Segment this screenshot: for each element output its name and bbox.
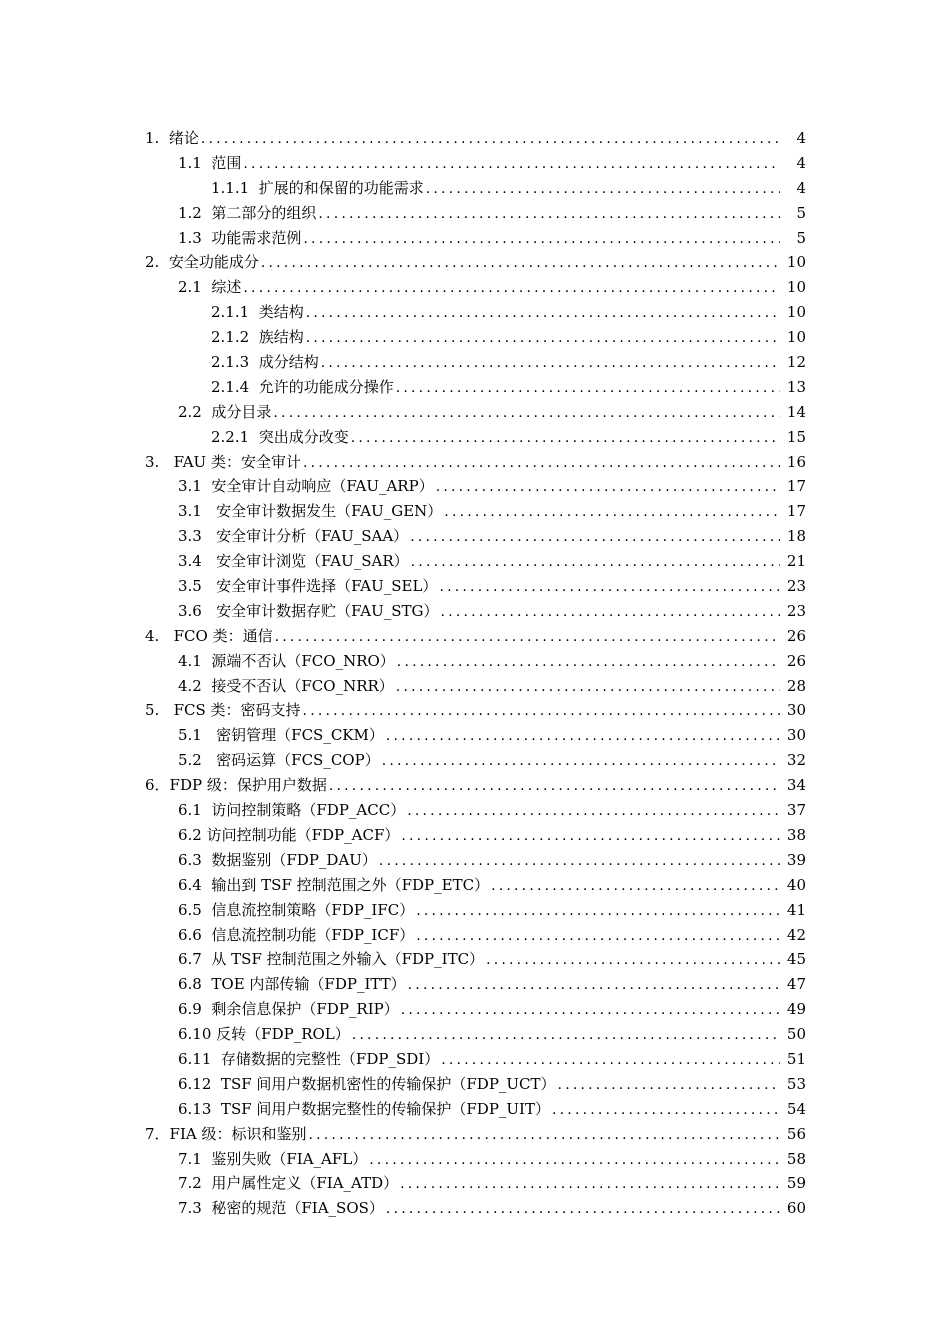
- toc-dot-leader: [406, 973, 780, 998]
- toc-dot-leader: [442, 500, 780, 525]
- toc-entry-page-number: 58: [786, 1149, 806, 1168]
- toc-entry[interactable]: [178, 823, 806, 848]
- toc-entry[interactable]: [178, 151, 806, 176]
- toc-entry-title: 3.6 安全审计数据存贮（FAU_STG）: [178, 601, 439, 620]
- toc-entry-title: 2.1.3 成分结构: [211, 353, 319, 372]
- toc-entry-title: 6.12 TSF 间用户数据机密性的传输保护（FDP_UCT）: [178, 1074, 556, 1093]
- toc-entry-title: 2.2.1 突出成分改变: [211, 427, 349, 446]
- toc-dot-leader: [484, 948, 780, 973]
- toc-dot-leader: [398, 1172, 780, 1197]
- toc-entry-title: 1.1.1 扩展的和保留的功能需求: [211, 178, 424, 197]
- toc-entry[interactable]: [178, 748, 806, 773]
- toc-entry-title: 7.1 鉴别失败（FIA_AFL）: [178, 1149, 368, 1168]
- toc-entry[interactable]: [178, 275, 806, 300]
- toc-entry[interactable]: [178, 1047, 806, 1072]
- toc-entry[interactable]: [178, 898, 806, 923]
- toc-entry[interactable]: [178, 997, 806, 1022]
- toc-entry-title: 6.9 剩余信息保护（FDP_RIP）: [178, 1000, 399, 1019]
- toc-entry-title: 4.2 接受不否认（FCO_NRR）: [178, 676, 394, 695]
- toc-entry[interactable]: [145, 698, 806, 723]
- toc-dot-leader: [439, 1048, 780, 1073]
- toc-entry-page-number: 59: [786, 1174, 806, 1193]
- toc-entry[interactable]: [211, 176, 806, 201]
- toc-entry-page-number: 30: [786, 701, 806, 720]
- toc-entry-title: 1.3 功能需求范例: [178, 228, 302, 247]
- toc-entry[interactable]: [178, 1147, 806, 1172]
- toc-dot-leader: [384, 724, 780, 749]
- toc-entry-title: 7.3 秘密的规范（FIA_SOS）: [178, 1199, 384, 1218]
- toc-entry-page-number: 26: [786, 626, 806, 645]
- toc-entry-title: 7.2 用户属性定义（FIA_ATD）: [178, 1174, 399, 1193]
- toc-entry-page-number: 10: [786, 328, 806, 347]
- toc-entry[interactable]: [178, 972, 806, 997]
- toc-entry-page-number: 47: [786, 975, 806, 994]
- toc-dot-leader: [350, 1023, 780, 1048]
- toc-entry[interactable]: [145, 624, 806, 649]
- toc-entry-page-number: 17: [786, 477, 806, 496]
- table-of-contents: [0, 126, 806, 1221]
- toc-entry-page-number: 21: [786, 552, 806, 571]
- toc-entry[interactable]: [178, 549, 806, 574]
- toc-dot-leader: [394, 675, 780, 700]
- toc-entry-title: 6.11 存储数据的完整性（FDP_SDI）: [178, 1049, 440, 1068]
- toc-entry[interactable]: [178, 499, 806, 524]
- toc-entry-title: 6.7 从 TSF 控制范围之外输入（FDP_ITC）: [178, 950, 485, 969]
- toc-entry[interactable]: [178, 1097, 806, 1122]
- toc-dot-leader: [384, 1197, 780, 1222]
- toc-entry-title: 5. FCS 类：密码支持: [145, 701, 301, 720]
- toc-entry-page-number: 32: [786, 751, 806, 770]
- toc-entry[interactable]: [178, 798, 806, 823]
- toc-entry[interactable]: [145, 450, 806, 475]
- toc-entry-page-number: 4: [796, 129, 806, 147]
- toc-entry-page-number: 60: [786, 1199, 806, 1218]
- toc-entry-title: 4. FCO 类：通信: [145, 626, 273, 645]
- toc-entry[interactable]: [178, 574, 806, 599]
- toc-entry[interactable]: [178, 873, 806, 898]
- toc-entry-page-number: 10: [786, 278, 806, 297]
- toc-dot-leader: [409, 550, 780, 575]
- toc-entry-page-number: 14: [786, 402, 806, 421]
- toc-dot-leader: [304, 326, 780, 351]
- toc-entry[interactable]: [178, 226, 806, 251]
- toc-entry-title: 2.1.4 允许的功能成分操作: [211, 377, 394, 396]
- toc-entry[interactable]: [211, 350, 806, 375]
- toc-entry-page-number: 12: [786, 353, 806, 372]
- toc-entry-page-number: 38: [786, 825, 806, 844]
- toc-entry[interactable]: [178, 674, 806, 699]
- toc-entry[interactable]: [211, 325, 806, 350]
- toc-entry-title: 3.5 安全审计事件选择（FAU_SEL）: [178, 577, 438, 596]
- toc-entry-page-number: 23: [786, 577, 806, 596]
- toc-dot-leader: [394, 376, 780, 401]
- toc-dot-leader: [556, 1073, 780, 1098]
- toc-dot-leader: [241, 276, 780, 301]
- toc-entry[interactable]: [178, 848, 806, 873]
- toc-entry-title: 3.1 安全审计数据发生（FAU_GEN）: [178, 502, 443, 521]
- toc-dot-leader: [414, 899, 780, 924]
- toc-dot-leader: [408, 525, 780, 550]
- toc-entry-title: 6.1 访问控制策略（FDP_ACC）: [178, 801, 406, 820]
- toc-dot-leader: [380, 749, 780, 774]
- toc-entry-page-number: 17: [786, 502, 806, 521]
- toc-entry-page-number: 16: [786, 452, 806, 471]
- toc-entry-page-number: 53: [786, 1074, 806, 1093]
- toc-entry-page-number: 28: [786, 676, 806, 695]
- toc-entry-title: 4.1 源端不否认（FCO_NRO）: [178, 651, 395, 670]
- toc-entry-page-number: 5: [796, 228, 806, 247]
- toc-dot-leader: [437, 575, 780, 600]
- toc-entry[interactable]: [211, 300, 806, 325]
- toc-entry-page-number: 23: [786, 601, 806, 620]
- toc-dot-leader: [395, 650, 780, 675]
- toc-entry[interactable]: [211, 375, 806, 400]
- toc-entry-page-number: 49: [786, 1000, 806, 1019]
- toc-dot-leader: [377, 849, 780, 874]
- toc-entry-title: 6.5 信息流控制策略（FDP_IFC）: [178, 900, 415, 919]
- toc-dot-leader: [259, 251, 780, 276]
- toc-entry-title: 2.1.2 族结构: [211, 328, 304, 347]
- toc-entry[interactable]: [178, 1072, 806, 1097]
- toc-entry-page-number: 4: [796, 153, 806, 172]
- toc-dot-leader: [301, 451, 780, 476]
- toc-entry-page-number: 15: [786, 427, 806, 446]
- toc-dot-leader: [301, 227, 780, 252]
- toc-entry-title: 2. 安全功能成分: [145, 253, 259, 272]
- toc-entry[interactable]: [178, 1196, 806, 1221]
- toc-entry-title: 6.2 访问控制功能（FDP_ACF）: [178, 825, 400, 844]
- toc-entry-page-number: 10: [786, 303, 806, 322]
- toc-entry-page-number: 40: [786, 875, 806, 894]
- toc-entry[interactable]: [178, 947, 806, 972]
- toc-dot-leader: [414, 924, 780, 949]
- toc-entry-page-number: 26: [786, 651, 806, 670]
- toc-dot-leader: [271, 401, 780, 426]
- toc-entry-page-number: 50: [786, 1025, 806, 1044]
- toc-entry-title: 1.2 第二部分的组织: [178, 203, 317, 222]
- toc-entry[interactable]: [145, 773, 806, 798]
- toc-entry-title: 5.1 密钥管理（FCS_CKM）: [178, 726, 384, 745]
- toc-entry-page-number: 34: [786, 776, 806, 795]
- toc-dot-leader: [424, 177, 780, 202]
- toc-dot-leader: [316, 202, 780, 227]
- toc-dot-leader: [399, 998, 780, 1023]
- toc-entry[interactable]: [178, 923, 806, 948]
- toc-dot-leader: [327, 774, 780, 799]
- toc-dot-leader: [301, 699, 780, 724]
- toc-dot-leader: [399, 824, 780, 849]
- toc-dot-leader: [241, 152, 780, 177]
- toc-entry-title: 3.3 安全审计分析（FAU_SAA）: [178, 527, 409, 546]
- toc-entry-page-number: 13: [786, 377, 806, 396]
- toc-entry-title: 6.10 反转（FDP_ROL）: [178, 1025, 350, 1044]
- toc-entry[interactable]: [145, 250, 806, 275]
- toc-dot-leader: [319, 351, 780, 376]
- toc-entry-title: 7．FIA 级：标识和鉴别: [145, 1124, 307, 1143]
- toc-entry[interactable]: [178, 1171, 806, 1196]
- toc-entry[interactable]: [178, 1022, 806, 1047]
- toc-entry-page-number: 56: [786, 1124, 806, 1143]
- toc-entry-title: 2.1 综述: [178, 278, 242, 297]
- toc-entry-title: 5.2 密码运算（FCS_COP）: [178, 751, 380, 770]
- toc-entry[interactable]: [178, 474, 806, 499]
- toc-entry-page-number: 54: [786, 1099, 806, 1118]
- toc-entry[interactable]: [145, 126, 806, 151]
- toc-entry-title: 1.1 范围: [178, 153, 242, 172]
- toc-entry-page-number: 10: [786, 253, 806, 272]
- toc-dot-leader: [273, 625, 780, 650]
- toc-entry[interactable]: [178, 723, 806, 748]
- toc-dot-leader: [349, 426, 780, 451]
- toc-entry-title: 6.6 信息流控制功能（FDP_ICF）: [178, 925, 415, 944]
- toc-dot-leader: [199, 127, 780, 152]
- toc-entry[interactable]: [178, 524, 806, 549]
- toc-entry[interactable]: [178, 201, 806, 226]
- toc-entry-page-number: 39: [786, 850, 806, 869]
- toc-entry-title: 6.13 TSF 间用户数据完整性的传输保护（FDP_UIT）: [178, 1099, 550, 1118]
- toc-entry[interactable]: [211, 425, 806, 450]
- toc-dot-leader: [550, 1098, 780, 1123]
- toc-dot-leader: [367, 1148, 780, 1173]
- toc-entry-title: 3.4 安全审计浏览（FAU_SAR）: [178, 552, 409, 571]
- toc-entry-title: 3. FAU 类：安全审计: [145, 452, 301, 471]
- toc-entry-page-number: 51: [786, 1049, 806, 1068]
- toc-entry-title: 6.8 TOE 内部传输（FDP_ITT）: [178, 975, 406, 994]
- toc-entry-page-number: 4: [796, 178, 806, 197]
- toc-entry-title: 2.1.1 类结构: [211, 303, 304, 322]
- toc-dot-leader: [489, 874, 780, 899]
- toc-entry-page-number: 37: [786, 801, 806, 820]
- toc-entry[interactable]: [145, 1122, 806, 1147]
- toc-entry[interactable]: [178, 649, 806, 674]
- toc-entry-page-number: 41: [786, 900, 806, 919]
- toc-entry-title: 2.2 成分目录: [178, 402, 272, 421]
- toc-entry-title: 3.1 安全审计自动响应（FAU_ARP）: [178, 477, 434, 496]
- toc-entry-title: 6．FDP 级：保护用户数据: [145, 776, 327, 795]
- toc-entry[interactable]: [178, 400, 806, 425]
- toc-entry-page-number: 18: [786, 527, 806, 546]
- toc-entry-page-number: 30: [786, 726, 806, 745]
- toc-entry-page-number: 42: [786, 925, 806, 944]
- toc-entry-title: 6.4 输出到 TSF 控制范围之外（FDP_ETC）: [178, 875, 490, 894]
- toc-dot-leader: [405, 799, 780, 824]
- toc-entry-title: 6.3 数据鉴别（FDP_DAU）: [178, 850, 377, 869]
- toc-entry[interactable]: [178, 599, 806, 624]
- toc-dot-leader: [439, 600, 780, 625]
- toc-dot-leader: [304, 301, 780, 326]
- toc-dot-leader: [434, 475, 780, 500]
- toc-entry-page-number: 5: [796, 203, 806, 222]
- toc-entry-page-number: 45: [786, 950, 806, 969]
- toc-entry-title: 1. 绪论: [145, 129, 199, 147]
- toc-dot-leader: [306, 1123, 780, 1148]
